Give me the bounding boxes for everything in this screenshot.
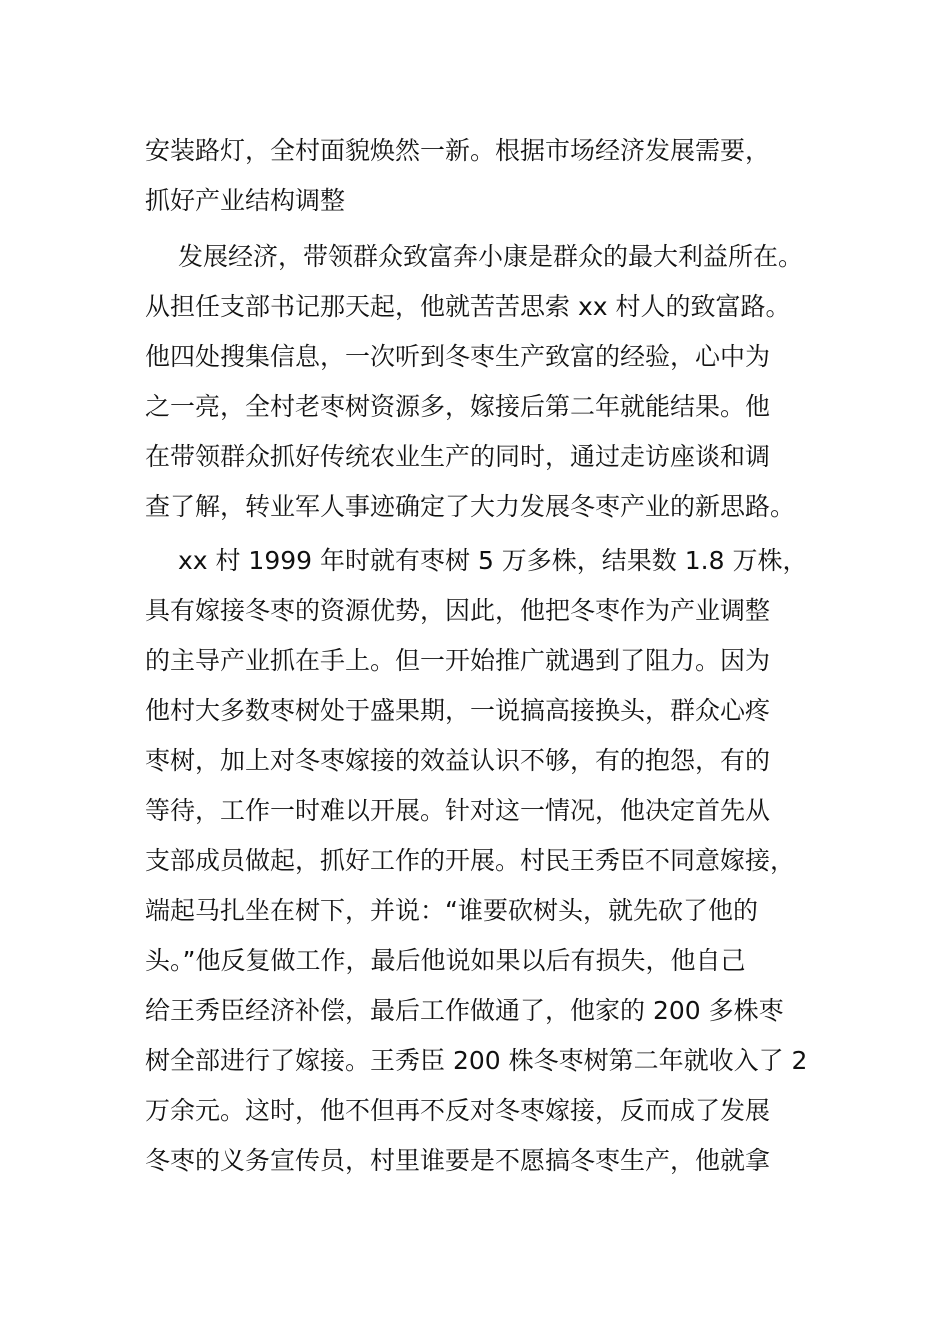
text-line-12: 他村大多数枣树处于盛果期，一说搞高接换头，群众心疼 bbox=[145, 696, 771, 725]
text-line-16: 端起马扎坐在树下，并说：“谁要砍树头，就先砍了他的 bbox=[145, 896, 758, 925]
text-line-6: 之一亮，全村老枣树资源多，嫁接后第二年就能结果。他 bbox=[145, 392, 771, 421]
text-line-1: 安装路灯，全村面貌焕然一新。根据市场经济发展需要， bbox=[145, 136, 771, 165]
text-line-10: 具有嫁接冬枣的资源优势，因此，他把冬枣作为产业调整 bbox=[145, 596, 771, 625]
text-line-18: 给王秀臣经济补偿，最后工作做通了，他家的 200 多株枣 bbox=[145, 996, 784, 1025]
text-line-8: 查了解，转业军人事迹确定了大力发展冬枣产业的新思路。 bbox=[145, 492, 796, 521]
text-line-3: 发展经济，带领群众致富奔小康是群众的最大利益所在。 bbox=[145, 242, 803, 271]
text-line-19: 树全部进行了嫁接。王秀臣 200 株冬枣树第二年就收入了 2 bbox=[145, 1046, 808, 1075]
text-line-15: 支部成员做起，抓好工作的开展。村民王秀臣不同意嫁接， bbox=[145, 846, 796, 875]
text-line-9: xx 村 1999 年时就有枣树 5 万多株，结果数 1.8 万株， bbox=[145, 546, 808, 575]
text-line-14: 等待，工作一时难以开展。针对这一情况，他决定首先从 bbox=[145, 796, 771, 825]
text-line-13: 枣树，加上对冬枣嫁接的效益认识不够，有的抱怨，有的 bbox=[145, 746, 771, 775]
text-line-11: 的主导产业抓在手上。但一开始推广就遇到了阻力。因为 bbox=[145, 646, 771, 675]
text-line-2: 抓好产业结构调整 bbox=[145, 186, 346, 215]
text-line-20: 万余元。这时，他不但再不反对冬枣嫁接，反而成了发展 bbox=[145, 1096, 771, 1125]
text-line-17: 头。”他反复做工作，最后他说如果以后有损失，他自己 bbox=[145, 946, 746, 975]
text-line-21: 冬枣的义务宣传员，村里谁要是不愿搞冬枣生产，他就拿 bbox=[145, 1146, 771, 1175]
text-line-4: 从担任支部书记那天起，他就苦苦思索 xx 村人的致富路。 bbox=[145, 292, 791, 321]
text-line-7: 在带领群众抓好传统农业生产的同时，通过走访座谈和调 bbox=[145, 442, 771, 471]
text-line-5: 他四处搜集信息，一次听到冬枣生产致富的经验，心中为 bbox=[145, 342, 771, 371]
